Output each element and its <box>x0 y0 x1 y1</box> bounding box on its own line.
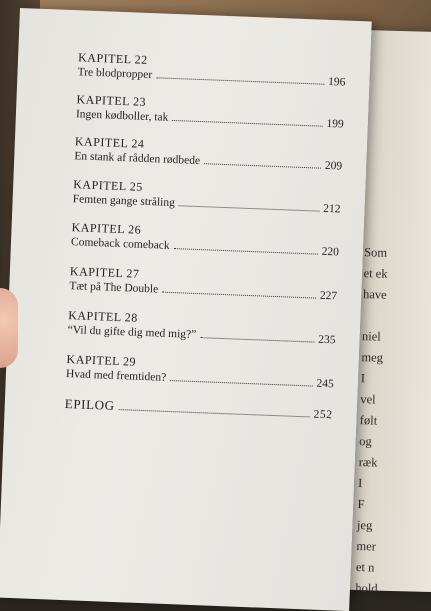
dot-leader <box>204 163 321 168</box>
show-through-text <box>209 45 349 50</box>
chapter-title: En stank af rådden rødbede <box>74 150 201 168</box>
dot-leader <box>170 380 312 386</box>
toc-entry-29 <box>66 352 335 392</box>
dot-leader <box>162 292 316 299</box>
page-number: 220 <box>321 245 340 259</box>
dot-leader <box>172 120 322 127</box>
chapter-label: KAPITEL 29 <box>66 352 137 369</box>
chapter-title: Tre blodpropper <box>77 66 153 82</box>
toc-entry-28 <box>67 308 336 348</box>
chapter-title: “Vil du gifte dig med mig?” <box>67 324 197 342</box>
toc-entry-24 <box>74 134 343 174</box>
page-number: 199 <box>326 117 344 131</box>
toc-entry-25 <box>72 177 341 217</box>
chapter-title: Hvad med fremtiden? <box>65 368 167 384</box>
chapter-title: Comeback comeback <box>70 236 170 252</box>
toc-entry-27 <box>69 264 338 304</box>
toc-entry-epilog <box>65 396 333 422</box>
page-number: 212 <box>323 202 341 216</box>
chapter-label: KAPITEL 28 <box>67 308 139 325</box>
chapter-label: KAPITEL 27 <box>69 264 140 281</box>
right-page-text: Som et ek have niel meg I vel følt og ræk I F jeg mer et n hold <box>355 245 388 596</box>
page-number: 209 <box>324 159 343 173</box>
chapter-label: KAPITEL 23 <box>76 92 147 109</box>
epilog-label: EPILOG <box>64 396 115 413</box>
dot-leader <box>200 337 314 342</box>
chapter-label: KAPITEL 22 <box>77 50 148 67</box>
toc-entry-23 <box>76 92 345 132</box>
page-number: 235 <box>318 333 336 347</box>
page-number: 245 <box>316 377 335 391</box>
page-number: 227 <box>319 289 338 303</box>
dot-leader <box>156 77 324 84</box>
chapter-title: Tæt på The Double <box>69 280 159 296</box>
chapter-label: KAPITEL 26 <box>71 220 142 237</box>
dot-leader <box>174 248 318 255</box>
chapter-label: KAPITEL 24 <box>74 134 145 151</box>
chapter-label: KAPITEL 25 <box>73 177 144 194</box>
finger <box>0 288 18 368</box>
toc-page <box>0 8 372 611</box>
page-number: 196 <box>327 75 346 89</box>
chapter-title: Femten gange stråling <box>72 193 176 210</box>
toc-entry-22 <box>77 50 346 90</box>
toc-entry-26 <box>71 220 340 260</box>
table-of-contents <box>65 50 347 422</box>
dot-leader <box>118 409 309 417</box>
page-number: 252 <box>313 408 333 422</box>
dot-leader <box>179 205 319 211</box>
chapter-title: Ingen kødboller, tak <box>75 108 169 124</box>
